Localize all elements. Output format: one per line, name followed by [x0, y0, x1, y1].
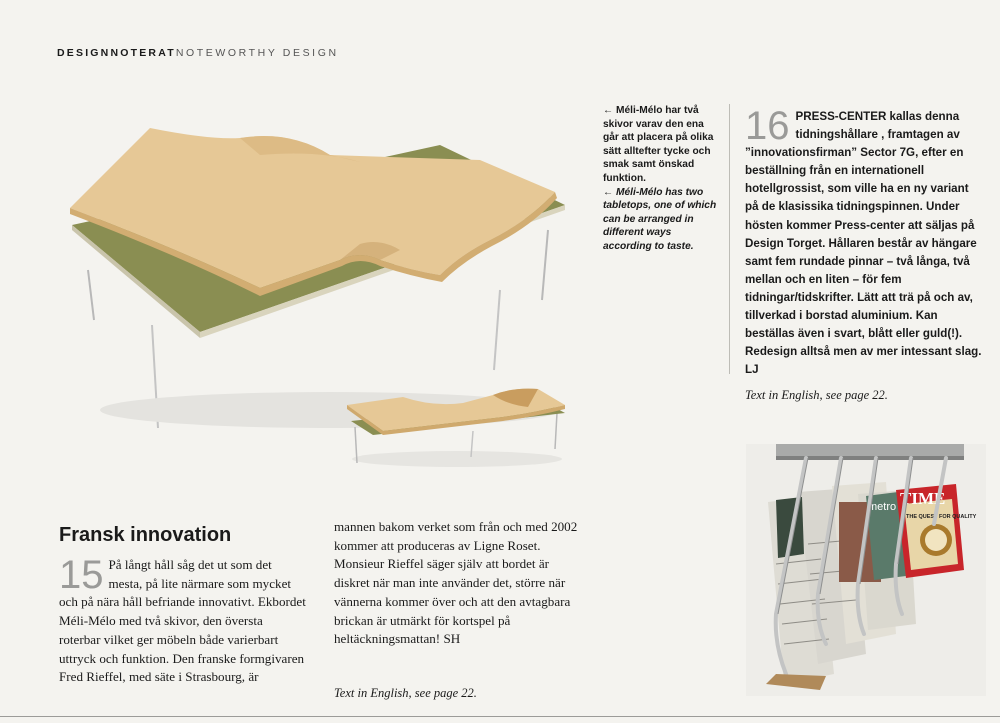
bottom-rule [0, 716, 1000, 717]
article-16 [745, 104, 985, 379]
article-16-body: PRESS-CENTER kallas denna tidningshållare , framtagen av ”innovationsfirman” Sector 7G, efter en beställning från en internationell hotellgrossist, som ville ha en ny variant på de klasissika tidningspinnen. Under hösten kommer Press-center att säljas på Design Torget. Hållaren består av hängare samt fem rundade pinnar – två långa, två mellan och en liten – för fem tidningar/tidskrifter. Lätt att trä på och av, tillverkad i borstad aluminium. Kan beställas även i svart, blått eller guld(!). Redesign alltså men av mer intessant slag. LJ [745, 110, 982, 377]
section-label-en: NOTEWORTHY DESIGN [175, 47, 339, 59]
metro-masthead: metro [868, 501, 897, 513]
time-cover-line: THE QUEST FOR QUALITY [906, 514, 977, 520]
section-header [57, 47, 339, 59]
caption-english: ← Méli-Mélo has two tabletops, one of which can be arranged in different ways according to taste. [603, 186, 717, 252]
photo-caption [603, 104, 721, 254]
section-label-sv: DESIGNNOTERAT [57, 47, 176, 59]
article-15-body-part1: På långt håll såg det ut som det mesta, på lite närmare som mycket och på nära håll befriande innovativt. Ekbordet Méli-Mélo med två skivor, den översta roterbar vilket ger möbeln både varierbart uttryck och funktion. Den franske formgivaren Fred Rieffel, med säte i Strasbourg, är [59, 557, 306, 685]
article-15-col1 [59, 553, 307, 687]
column-divider [729, 104, 730, 374]
english-note-15: Text in English, see page 22. [334, 686, 477, 700]
table-photo-small [343, 383, 571, 475]
article-number-16: 16 [745, 104, 790, 148]
newspaper-rack-photo [746, 444, 986, 696]
english-note-16: Text in English, see page 22. [745, 388, 888, 402]
article-number-15: 15 [59, 553, 104, 597]
article-15-col2: mannen bakom verket som från och med 2002 kommer att produceras av Ligne Roset. Monsieur Rieffel säger själv att bordet är diskret när man inte använder det, större när vännerna kommer över och att den avtagbara brickan är utmärkt för kortspel på heltäckningsmattan! SH [334, 519, 578, 647]
article-title: Fransk innovation [59, 524, 232, 546]
caption-swedish: ← Méli-Mélo har två skivor varav den ena går att placera på olika sätt alltefter tycke och smak samt önskad funktion. [603, 105, 714, 184]
time-masthead: TIME [900, 489, 946, 508]
